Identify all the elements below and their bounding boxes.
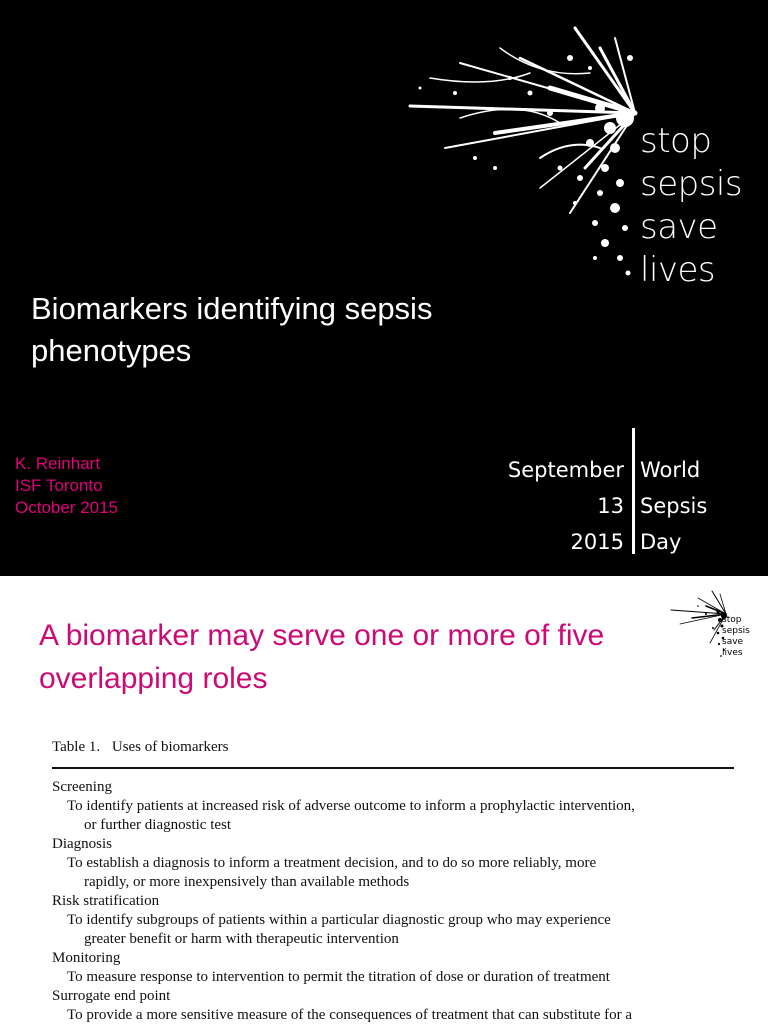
role-description-line: To establish a diagnosis to inform a treatment decision, and to do so more reliably, more bbox=[67, 855, 597, 871]
table-caption bbox=[52, 739, 229, 756]
wsd-line1: World bbox=[640, 458, 701, 482]
logo-word: lives bbox=[640, 250, 716, 290]
table-row bbox=[52, 778, 742, 835]
wsd-label bbox=[640, 452, 707, 560]
wsd-line2: Sepsis bbox=[640, 494, 708, 518]
table-row bbox=[52, 835, 742, 892]
stop-sepsis-mini-logo bbox=[668, 588, 763, 668]
table-top-rule bbox=[52, 767, 734, 769]
mini-logo-word: sepsis bbox=[722, 626, 750, 636]
mini-logo-word: save bbox=[722, 637, 744, 647]
author-block bbox=[15, 453, 118, 519]
wsd-day: 13 bbox=[597, 494, 624, 518]
role-description bbox=[52, 1006, 742, 1024]
wsd-date bbox=[508, 452, 624, 560]
mini-splash-icon bbox=[668, 588, 730, 660]
wsd-divider bbox=[632, 428, 635, 554]
biomarker-roles-slide bbox=[0, 576, 768, 1024]
mini-logo-text bbox=[722, 615, 750, 659]
role-description-line: To identify patients at increased risk of adverse outcome to inform a prophylactic intervention, bbox=[67, 798, 635, 814]
slide-title: A biomarker may serve one or more of five overlapping roles bbox=[39, 619, 605, 695]
slide-title: Biomarkers identifying sepsis phenotypes bbox=[31, 291, 433, 368]
wsd-line3: Day bbox=[640, 530, 682, 554]
stop-sepsis-logo-text bbox=[640, 120, 742, 292]
presentation-date: October 2015 bbox=[15, 498, 119, 517]
role-heading: Diagnosis bbox=[52, 836, 112, 852]
table-row bbox=[52, 892, 742, 949]
stop-sepsis-splash-logo bbox=[400, 18, 640, 283]
table-number: Table 1. bbox=[52, 739, 101, 755]
logo-word: sepsis bbox=[640, 164, 743, 204]
role-heading: Screening bbox=[52, 779, 112, 795]
author-name: K. Reinhart bbox=[15, 454, 101, 473]
role-description-line: or further diagnostic test bbox=[84, 817, 232, 833]
biomarker-uses-table bbox=[52, 778, 742, 1024]
role-description-line: To provide a more sensitive measure of the consequences of treatment that can substitute for a bbox=[67, 1007, 633, 1023]
wsd-year: 2015 bbox=[570, 530, 624, 554]
table-caption-text: Uses of biomarkers bbox=[111, 739, 229, 755]
role-description bbox=[52, 797, 742, 835]
role-description-line: To identify subgroups of patients within a particular diagnostic group who may experience bbox=[67, 912, 611, 928]
mini-logo-word: stop bbox=[722, 615, 742, 625]
logo-word: save bbox=[640, 207, 718, 247]
table-row bbox=[52, 987, 742, 1024]
role-heading: Surrogate end point bbox=[52, 988, 171, 1004]
table-row bbox=[52, 949, 742, 987]
role-description-line: To measure response to intervention to permit the titration of dose or duration of treatment bbox=[67, 969, 610, 985]
role-description bbox=[52, 968, 742, 987]
mini-logo-word: lives bbox=[722, 648, 743, 658]
event-name: ISF Toronto bbox=[15, 476, 103, 495]
role-description-line: greater benefit or harm with therapeutic intervention bbox=[84, 931, 399, 947]
role-heading: Risk stratification bbox=[52, 893, 160, 909]
role-heading: Monitoring bbox=[52, 950, 121, 966]
role-description bbox=[52, 911, 742, 949]
logo-word: stop bbox=[640, 121, 712, 161]
role-description-line: rapidly, or more inexpensively than available methods bbox=[84, 874, 410, 890]
world-sepsis-day-logo bbox=[507, 428, 750, 558]
wsd-month: September bbox=[507, 458, 624, 482]
role-description bbox=[52, 854, 742, 892]
